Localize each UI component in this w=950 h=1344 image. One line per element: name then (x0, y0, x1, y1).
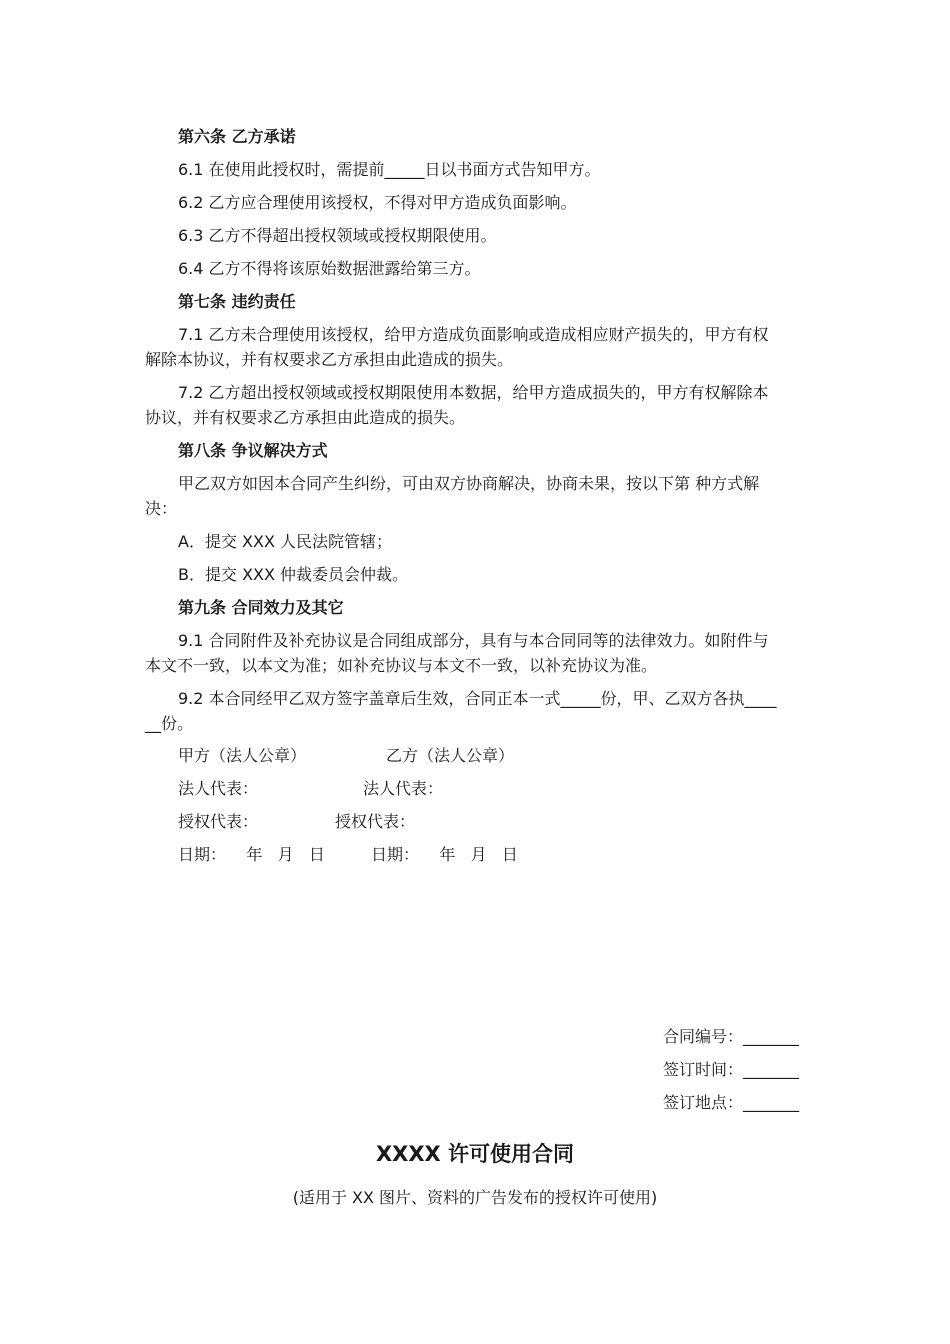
article6-clause-3: 6.3 乙方不得超出授权领域或授权期限使用。 (178, 226, 497, 245)
article9-clause-2-line1: 9.2 本合同经甲乙双方签字盖章后生效，合同正本一式_____份，甲、乙双方各执____ (178, 689, 777, 708)
article6-clause-2: 6.2 乙方应合理使用该授权，不得对甲方造成负面影响。 (178, 193, 577, 212)
party-a-auth-rep: 授权代表： (178, 812, 259, 831)
article8-option-a: A．提交 XXX 人民法院管辖； (178, 532, 393, 551)
article9-heading: 第九条 合同效力及其它 (178, 598, 344, 617)
article9-clause-2-line2: __份。 (145, 714, 194, 733)
contract-title: XXXX 许可使用合同 (375, 1142, 575, 1166)
article8-heading: 第八条 争议解决方式 (178, 441, 328, 460)
article6-clause-4: 6.4 乙方不得将该原始数据泄露给第三方。 (178, 259, 481, 278)
article7-clause-1-line1: 7.1 乙方未合理使用该授权，给甲方造成负面影响或造成相应财产损失的，甲方有权 (178, 325, 769, 344)
party-b-seal: 乙方（法人公章） (386, 746, 515, 765)
party-b-auth-rep: 授权代表： (335, 812, 416, 831)
signing-place: 签订地点：_______ (663, 1093, 800, 1112)
signing-time: 签订时间：_______ (663, 1060, 800, 1079)
contract-number: 合同编号：_______ (663, 1027, 800, 1046)
party-a-seal: 甲方（法人公章） (178, 746, 307, 765)
article7-clause-1-line2: 解除本协议，并有权要求乙方承担由此造成的损失。 (145, 350, 514, 369)
article8-paragraph-line1: 甲乙双方如因本合同产生纠纷，可由双方协商解决，协商未果，按以下第 种方式解 (178, 474, 760, 493)
contract-subtitle: (适用于 XX 图片、资料的广告发布的授权许可使用) (292, 1188, 658, 1207)
article8-paragraph-line2: 决： (145, 499, 178, 518)
party-b-date: 日期： 年 月 日 (371, 845, 518, 864)
party-a-date: 日期： 年 月 日 (178, 845, 325, 864)
party-b-legal-rep: 法人代表： (363, 779, 444, 798)
article9-clause-1-line2: 本文不一致，以本文为准；如补充协议与本文不一致，以补充协议为准。 (145, 656, 658, 675)
article6-clause-1: 6.1 在使用此授权时，需提前_____日以书面方式告知甲方。 (178, 160, 601, 179)
article7-heading: 第七条 违约责任 (178, 292, 296, 311)
party-a-legal-rep: 法人代表： (178, 779, 259, 798)
article6-heading: 第六条 乙方承诺 (178, 127, 296, 146)
article9-clause-1-line1: 9.1 合同附件及补充协议是合同组成部分，具有与本合同同等的法律效力。如附件与 (178, 631, 769, 650)
article8-option-b: B．提交 XXX 仲裁委员会仲裁。 (178, 565, 409, 584)
article7-clause-2-line2: 协议，并有权要求乙方承担由此造成的损失。 (145, 408, 466, 427)
article7-clause-2-line1: 7.2 乙方超出授权领域或授权期限使用本数据，给甲方造成损失的，甲方有权解除本 (178, 383, 769, 402)
